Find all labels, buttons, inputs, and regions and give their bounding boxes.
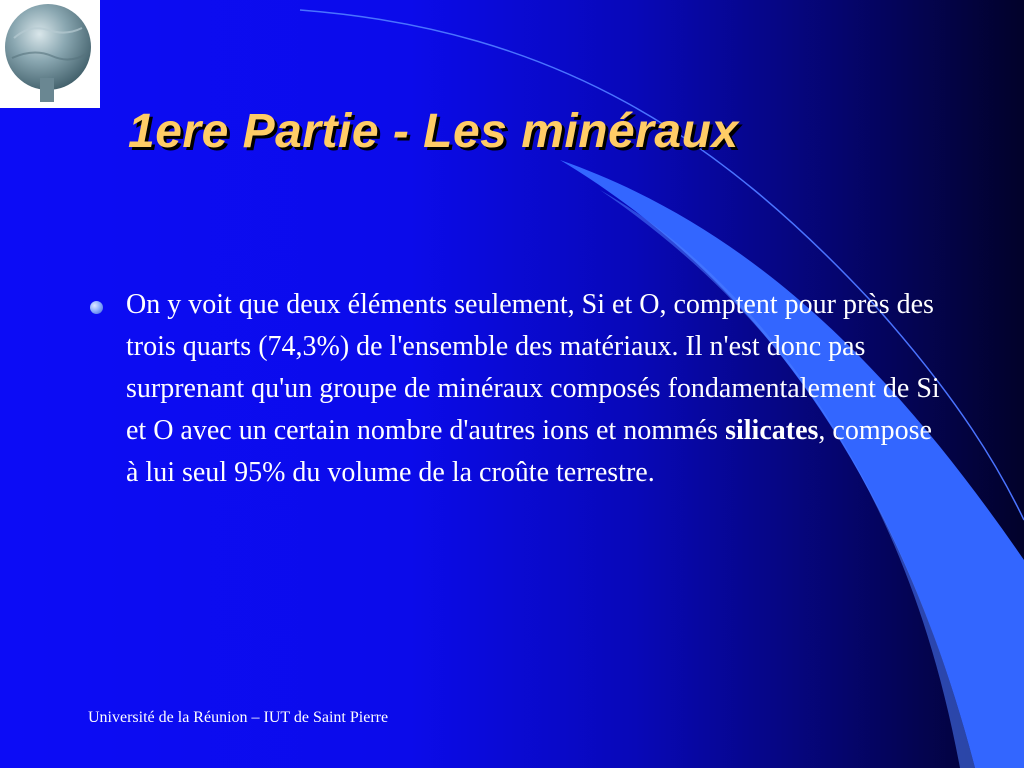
bullet-text-before: On y voit que deux éléments seulement, Si et O, comptent pour près des trois quarts (74,3%) de l'ensemble des matériaux. Il n'est donc pas surprenant qu'un groupe de minéraux composés fondamentalement de Si et O avec un certain nombre d'autres ions et nommés: [126, 289, 940, 446]
bullet-text: [126, 284, 946, 494]
bullet-list: [86, 284, 946, 494]
bold-term: silicates: [725, 415, 819, 446]
bullet-text-after: , compose à lui seul 95% du volume de la croûte terrestre.: [126, 415, 932, 488]
sphere-logo-icon: [0, 0, 100, 108]
bullet-item: [86, 284, 946, 494]
slide-title: 1ere Partie - Les minéraux: [128, 105, 739, 158]
logo: [0, 0, 100, 108]
footer: Université de la Réunion – IUT de Saint Pierre: [88, 709, 389, 726]
blue-dot-bullet-icon: [90, 301, 103, 314]
